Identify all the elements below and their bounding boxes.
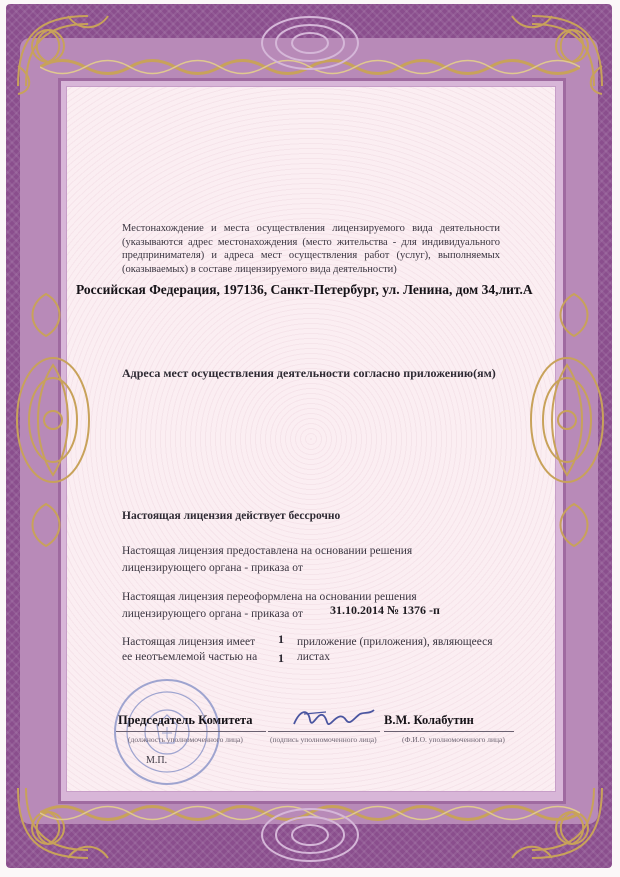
corner-ornament-top-right-icon: [502, 6, 612, 96]
location-description: Местонахождение и места осуществления лицензируемого вида деятельности (указываются адрес местонахождения (место жительства - для индивидуального предпринимателя) и адреса мест осуществления работ (услуг), выполняемых (оказываемых) в составе лицензируемого вида деятельности): [122, 223, 500, 275]
appendix-left-line-2: ее неотъемлемой частью на: [122, 651, 258, 663]
license-validity: Настоящая лицензия действует бессрочно: [122, 510, 341, 522]
appendix-right-line-1: приложение (приложения), являющееся: [297, 636, 493, 648]
right-medallion-icon: [522, 345, 612, 495]
appendix-count: 1: [278, 632, 284, 646]
sheets-count: 1: [278, 651, 284, 665]
appendix-left-line-1: Настоящая лицензия имеет: [122, 636, 256, 648]
basis-reissued: [122, 589, 502, 623]
caption-name: (Ф.И.О. уполномоченного лица): [402, 735, 505, 744]
seal-place-label: М.П.: [146, 755, 168, 766]
basis-reissued-line-1: Настоящая лицензия переоформлена на основании решения: [122, 591, 417, 603]
caption-signature: (подпись уполномоченного лица): [270, 735, 377, 744]
corner-ornament-top-left-icon: [8, 6, 118, 96]
top-rosette-icon: [255, 8, 365, 78]
signature-line: [268, 731, 380, 732]
left-lower-ornament-icon: [16, 500, 76, 550]
position-line: [116, 731, 266, 732]
basis-granted-line-2: лицензирующего органа - приказа от: [122, 562, 303, 574]
order-number: 31.10.2014 № 1376 -п: [330, 603, 440, 617]
activity-places-statement: Адреса мест осуществления деятельности согласно приложению(ям): [122, 366, 496, 380]
left-upper-ornament-icon: [16, 290, 76, 340]
right-lower-ornament-icon: [544, 500, 604, 550]
caption-position: (должность уполномоченного лица): [128, 735, 243, 744]
basis-granted-line-1: Настоящая лицензия предоставлена на основании решения: [122, 545, 413, 557]
signer-position: Председатель Комитета: [118, 713, 253, 727]
bottom-rosette-icon: [255, 800, 365, 870]
licensee-address: Российская Федерация, 197136, Санкт-Петербург, ул. Ленина, дом 34,лит.А: [76, 282, 533, 297]
name-line: [384, 731, 514, 732]
right-upper-ornament-icon: [544, 290, 604, 340]
appendix-right-line-2: листах: [297, 651, 331, 663]
basis-reissued-line-2: лицензирующего органа - приказа от: [122, 608, 303, 620]
signature-icon: [290, 700, 376, 734]
official-stamp-icon: [112, 677, 222, 787]
left-medallion-icon: [8, 345, 98, 495]
basis-granted: [122, 543, 502, 577]
signer-name: В.М. Колабутин: [384, 713, 474, 727]
